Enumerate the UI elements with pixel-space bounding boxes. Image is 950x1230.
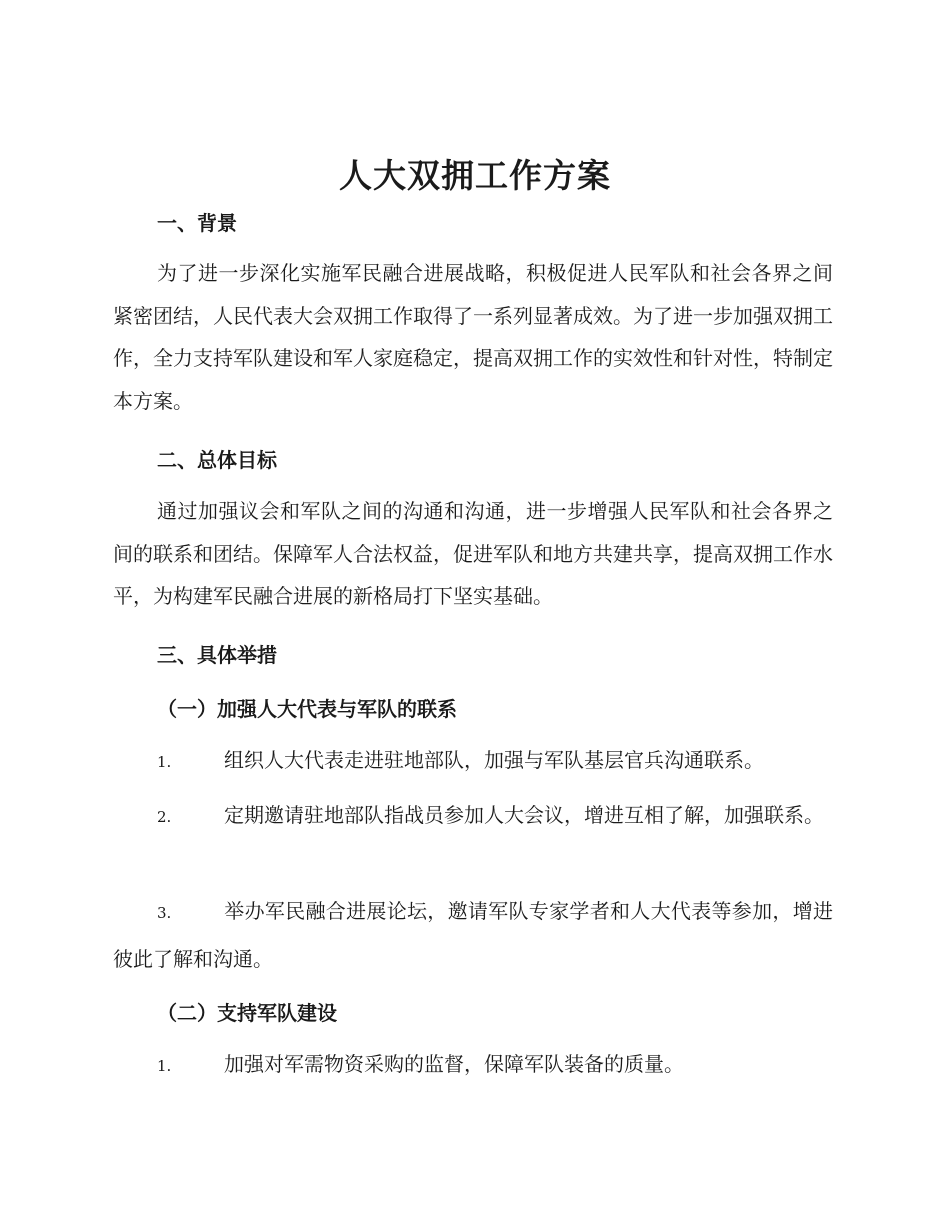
list-item [113,792,833,840]
list-item-number: 2. [157,808,172,826]
document-title: 人大双拥工作方案 [339,156,611,195]
list-item-number: 1. [157,1057,172,1075]
section-heading-measures: 三、具体举措 [157,643,277,667]
section-paragraph-background: 为了进一步深化实施军民融合进展战略，积极促进人民军队和社会各界之间紧密团结，人民代表大会双拥工作取得了一系列显著成效。为了进一步加强双拥工作，全力支持军队建设和军人家庭稳定，提高双拥工作的实效性和针对性，特制定本方案。 [113,261,833,413]
subsection-heading-support: （二）支持军队建设 [157,1001,337,1025]
section-heading-goals: 二、总体目标 [157,448,277,472]
list-item-text: 组织人大代表走进驻地部队，加强与军队基层官兵沟通联系。 [224,748,764,772]
list-item-text: 加强对军需物资采购的监督，保障军队装备的质量。 [224,1052,684,1076]
section-paragraph-goals: 通过加强议会和军队之间的沟通和沟通，进一步增强人民军队和社会各界之间的联系和团结。保障军人合法权益，促进军队和地方共建共享，提高双拥工作水平，为构建军民融合进展的新格局打下坚实基础。 [113,499,833,608]
section-heading-background: 一、背景 [157,211,237,235]
list-item [113,737,833,785]
list-item-number: 1. [157,753,172,771]
list-item-text: 举办军民融合进展论坛，邀请军队专家学者和人大代表等参加，增进彼此了解和沟通。 [113,899,833,971]
subsection-heading-liaison: （一）加强人大代表与军队的联系 [157,697,457,721]
list-item [113,1041,833,1089]
list-item-number: 3. [157,904,172,922]
list-item [113,888,833,982]
list-item-text: 定期邀请驻地部队指战员参加人大会议，增进互相了解，加强联系。 [224,803,824,827]
